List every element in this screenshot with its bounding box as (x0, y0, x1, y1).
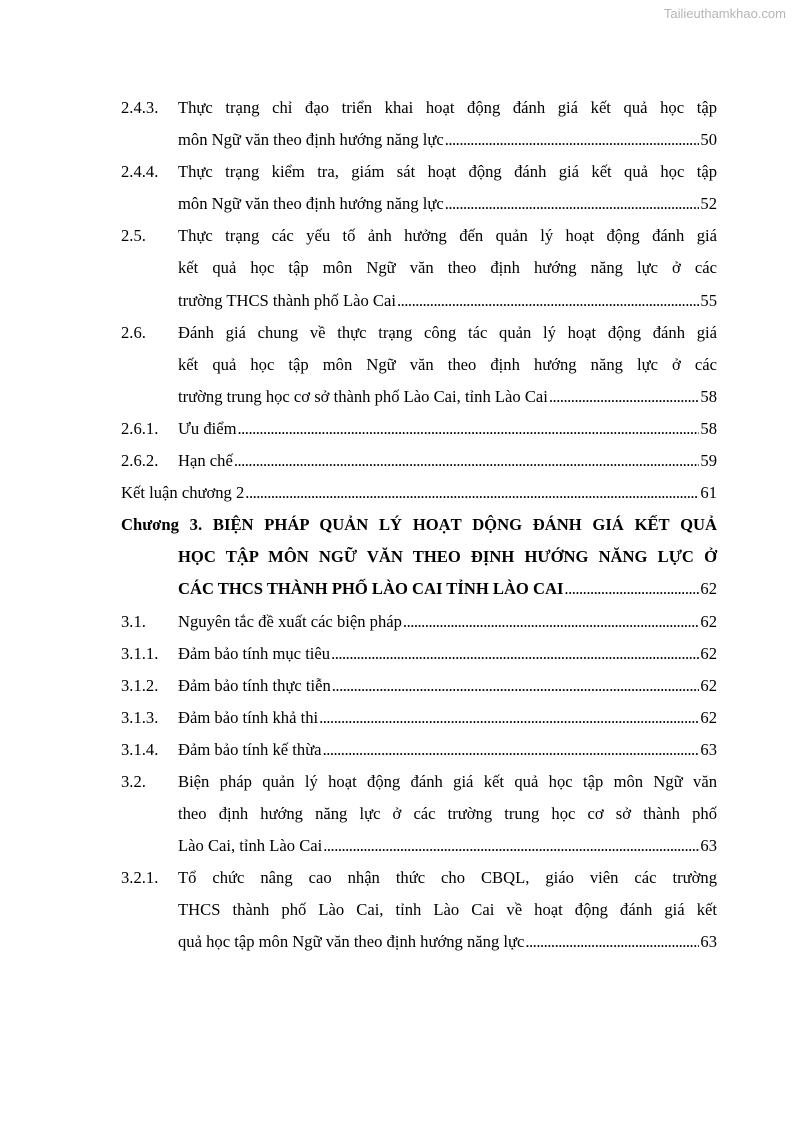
toc-entry-line: Ưu điểm (178, 418, 237, 438)
toc-page-number: 62 (700, 611, 717, 631)
toc-entry-number: 3.1.4. (121, 739, 159, 759)
toc-page-number: 63 (700, 739, 717, 759)
dot-leader (445, 124, 700, 156)
toc-entry-line: kết quả học tập môn Ngữ văn theo định hướng năng lực ở các (178, 354, 717, 374)
toc-page-number: 58 (700, 386, 717, 406)
toc-entry-3-2[interactable] (121, 766, 717, 862)
toc-page-number: 59 (700, 451, 717, 471)
toc-chapter-3-heading[interactable] (121, 509, 717, 605)
dot-leader (323, 734, 700, 766)
toc-entry-line: Nguyên tắc đề xuất các biện pháp (178, 611, 402, 631)
toc-entry-number: 2.4.4. (121, 162, 159, 182)
toc-entry-3-1-4[interactable] (121, 734, 717, 766)
dot-leader (319, 702, 699, 734)
toc-entry-line: Kết luận chương 2 (121, 483, 245, 503)
toc-entry-line: Đảm bảo tính kế thừa (178, 739, 322, 759)
toc-page-number: 62 (700, 707, 717, 727)
toc-entry-line: Hạn chế (178, 451, 233, 471)
toc-entry-line: Thực trạng các yếu tố ảnh hưởng đến quản lý hoạt động đánh giá (178, 226, 717, 246)
toc-entry-number: 3.1.2. (121, 675, 159, 695)
dot-leader (323, 830, 699, 862)
toc-entry-line: môn Ngữ văn theo định hướng năng lực (178, 130, 444, 150)
toc-entry-number: 2.6.2. (121, 451, 159, 471)
toc-page-number: 63 (700, 836, 717, 856)
toc-entry-3-2-1[interactable] (121, 862, 717, 958)
toc-entry-2-6-2[interactable] (121, 445, 717, 477)
dot-leader (397, 285, 699, 317)
watermark: Tailieuthamkhao.com (663, 6, 786, 21)
toc-entry-line: Lào Cai, tỉnh Lào Cai (178, 836, 323, 856)
toc-entry-3-1-3[interactable] (121, 702, 717, 734)
toc-chapter-line: Chương 3. BIỆN PHÁP QUẢN LÝ HOẠT DỘNG ĐÁNH GIÁ KẾT QUẢ (121, 515, 717, 535)
toc-entry-line: Đánh giá chung về thực trạng công tác quản lý hoạt động đánh giá (178, 322, 717, 342)
toc-page-number: 61 (700, 483, 717, 503)
table-of-contents (121, 92, 717, 959)
toc-entry-3-1[interactable] (121, 606, 717, 638)
toc-entry-line: trường trung học cơ sở thành phố Lào Cai, tỉnh Lào Cai (178, 386, 548, 406)
toc-entry-2-6-1[interactable] (121, 413, 717, 445)
toc-entry-3-1-2[interactable] (121, 670, 717, 702)
toc-entry-line: Biện pháp quản lý hoạt động đánh giá kết quả học tập môn Ngữ văn (178, 771, 717, 791)
toc-entry-3-1-1[interactable] (121, 638, 717, 670)
dot-leader (245, 477, 699, 509)
toc-entry-2-5[interactable] (121, 220, 717, 316)
dot-leader (331, 638, 699, 670)
toc-entry-line: quả học tập môn Ngữ văn theo định hướng năng lực (178, 932, 525, 952)
toc-page-number: 63 (700, 932, 717, 952)
toc-entry-number: 2.5. (121, 226, 146, 246)
toc-entry-number: 3.1.1. (121, 643, 159, 663)
toc-entry-number: 2.6. (121, 322, 146, 342)
dot-leader (525, 926, 699, 958)
dot-leader (238, 413, 700, 445)
toc-entry-line: môn Ngữ văn theo định hướng năng lực (178, 194, 444, 214)
toc-entry-2-4-4[interactable] (121, 156, 717, 220)
toc-entry-line: trường THCS thành phố Lào Cai (178, 290, 396, 310)
toc-entry-line: theo định hướng năng lực ở các trường trung học cơ sở thành phố (178, 804, 717, 824)
toc-entry-number: 3.1.3. (121, 707, 159, 727)
toc-entry-2-6[interactable] (121, 317, 717, 413)
toc-entry-line: Tổ chức nâng cao nhận thức cho CBQL, giáo viên các trường (178, 868, 717, 888)
toc-page-number: 62 (700, 643, 717, 663)
dot-leader (234, 445, 700, 477)
toc-entry-2-4-3[interactable] (121, 92, 717, 156)
dot-leader (445, 188, 700, 220)
dot-leader (332, 670, 700, 702)
toc-entry-number: 3.2.1. (121, 868, 159, 888)
toc-page-number: 62 (700, 579, 717, 599)
toc-entry-line: Đảm bảo tính khả thi (178, 707, 319, 727)
toc-page-number: 55 (700, 290, 717, 310)
toc-entry-line: Thực trạng kiểm tra, giám sát hoạt động đánh giá kết quả học tập (178, 162, 717, 182)
toc-page-number: 50 (700, 130, 717, 150)
toc-entry-number: 3.2. (121, 771, 146, 791)
toc-entry-line: Thực trạng chỉ đạo triển khai hoạt động đánh giá kết quả học tập (178, 98, 717, 117)
toc-entry-line: THCS thành phố Lào Cai, tỉnh Lào Cai về hoạt động đánh giá kết (178, 900, 717, 920)
toc-chapter-line: CÁC THCS THÀNH PHỐ LÀO CAI TỈNH LÀO CAI (178, 579, 564, 599)
toc-entry-line: Đảm bảo tính thực tiễn (178, 675, 331, 695)
toc-page-number: 52 (700, 194, 717, 214)
toc-chapter-line: HỌC TẬP MÔN NGỮ VĂN THEO ĐỊNH HƯỚNG NĂNG LỰC Ở (178, 547, 717, 567)
toc-page-number: 58 (700, 418, 717, 438)
toc-page-number: 62 (700, 675, 717, 695)
toc-entry-line: Đảm bảo tính mục tiêu (178, 643, 331, 663)
toc-entry-number: 3.1. (121, 611, 146, 631)
toc-entry-number: 2.4.3. (121, 98, 159, 117)
toc-entry-line: kết quả học tập môn Ngữ văn theo định hướng năng lực ở các (178, 258, 717, 278)
dot-leader (403, 606, 699, 638)
dot-leader (549, 381, 700, 413)
dot-leader (564, 573, 699, 605)
toc-entry-conclusion-ch2[interactable] (121, 477, 717, 509)
toc-entry-number: 2.6.1. (121, 418, 159, 438)
